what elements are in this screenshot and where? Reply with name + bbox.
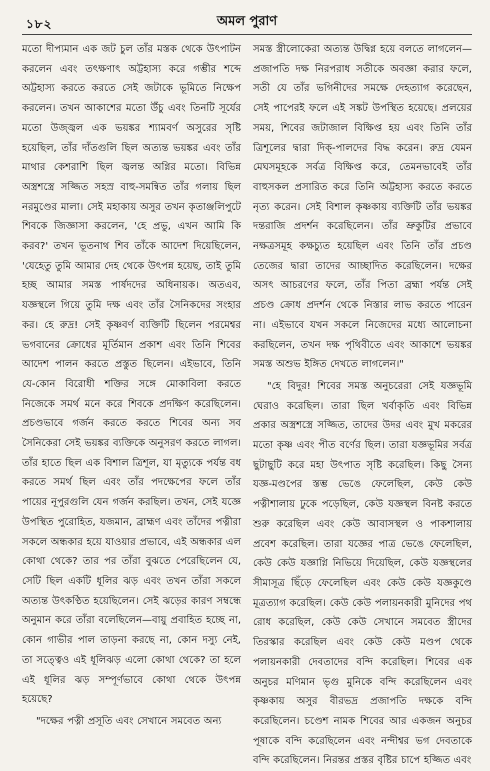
right-paragraph: "হে বিদুর! শিবের সমস্ত অনুচরেরা সেই যজ্ঞভূমি ঘেরাও করেছিল। তারা ছিল খর্বাকৃতি এবং বিভিন্ন প্রকার অস্ত্রশস্ত্রে সজ্জিত, তাদের উদর এবং মুখ মকরের মতো কৃষ্ণ এবং পীত বর্ণের ছিল। তারা যজ্ঞভূমির সর্বত্র ছুটাছুটি করে মহা উৎপাত সৃষ্টি করেছিল। কিছু সৈন্য যজ্ঞ-মণ্ডপের স্তম্ভ ভেঙে ফেলেছিল, কেউ কেউ পত্নীশালায় ঢুকে পড়েছিল, কেউ যজ্ঞস্থল বিনষ্ট করতে শুরু করেছিল এবং কেউ আবাসস্থল ও পাকশালায় প্রবেশ করেছিল। তারা যজ্ঞের পাত্র ভেঙে ফেলেছিল, কেউ কেউ যজ্ঞাগ্নি নিভিয়ে দিয়েছিল, কেউ যজ্ঞস্থলের সীমাসূত্র ছিঁড়ে ফেলেছিল এবং কেউ কেউ যজ্ঞকুণ্ডে মূত্রত্যাগ করেছিল। কেউ কেউ পলায়নকারী মুনিদের পথ রোধ করেছিল, কেউ কেউ সেখানে সমবেত স্ত্রীদের তিরস্কার করেছিল এবং কেউ কেউ মণ্ডপ থেকে পলায়নকারী দেবতাদের বন্দি করেছিল। শিবের এক অনুচর মণিমান ভৃগু মুনিকে বন্দি করেছিলেন এবং কৃষ্ণকায় অসুর বীরভদ্র প্রজাপতি দক্ষকে বন্দি করেছিলেন। চণ্ডেশ নামক শিবের আর একজন অনুচর পূষাকে বন্দি করেছিলেন এবং নন্দীশ্বর ভগ দেবতাকে বন্দি করেছিলেন। নিরন্তর প্রস্তর বৃষ্টির চাপে হজ্জিত এবং xyxy=(253,380,472,767)
right-paragraph: সমস্ত স্ত্রীলোকেরা অত্যন্ত উদ্বিগ্ন হয়ে বলতে লাগলেন—প্রজাপতি দক্ষ নিরপরাধ সতীকে অবজ্ঞা করার ফলে, সতী যে তাঁর ভগিনীদের সমক্ষে দেহত্যাগ করেছেন, সেই পাপেরই ফলে এই সঙ্কট উপস্থিত হয়েছে। প্রলয়ের সময়, শিবের জটাজাল বিক্ষিপ্ত হয় এবং তিনি তাঁর ত্রিশূলের দ্বারা দিক্‌-পালদের বিদ্ধ করেন। রুদ্র যেমন মেঘসমূহকে সর্বত্র বিক্ষিপ্ত করে, তেমনভাবেই তাঁর বাহুসকল প্রসারিত করে তিনি অট্টহাস্য করতে করতে নৃত্য করেন। সেই বিশাল কৃষ্ণকায় ব্যক্তিটি তাঁর ভয়ঙ্কর দন্তরাজি প্রদর্শন করেছিলেন। তাঁর ভ্রুকুটির প্রভাবে নক্ষত্রসমূহ কক্ষচ্যুত হয়েছিল এবং তিনি তাঁর প্রচণ্ড তেজের দ্বারা তাদের আচ্ছাদিত করেছিলেন। দক্ষের অসৎ আচরণের ফলে, তাঁর পিতা ব্রহ্মা পর্যন্ত সেই প্রচণ্ড ক্রোধ প্রদর্শন থেকে নিস্তার লাভ করতে পারেন না। এইভাবে যখন সকলে নিজেদের মধ্যে আলোচনা করছিলেন, তখন দক্ষ পৃথিবীতে এবং আকাশে ভয়ঙ্কর সমস্ত অশুভ ইঙ্গিত দেখতে লাগলেন।" xyxy=(253,44,472,371)
page-number: ১৮২ xyxy=(26,17,53,31)
left-paragraph: মতো দীপ্যমান এক জট চুল তাঁর মস্তক থেকে উৎপাটন করলেন এবং তৎক্ষণাৎ অট্টহাস্য করে গম্ভীর শব্দে অট্টহাস্য করতে করতে সেই জটাকে ভূমিতে নিক্ষেপ করলেন। তখন আকাশের মতো উঁচু এবং তিনটি সূর্যের মতো উজ্জ্বল এক ভয়ঙ্কর শ্যামবর্ণ অসুরের সৃষ্টি হয়েছিল, তাঁর দাঁতগুলি ছিল অত্যন্ত ভয়ঙ্কর এবং তাঁর মাথার কেশরাশি ছিল জ্বলন্ত অগ্নির মতো। বিভিন্ন অস্ত্রশস্ত্রে সজ্জিত সহস্র বাহু-সমন্বিত তাঁর গলায় ছিল নরমুণ্ডের মালা। সেই মহাকায় অসুর তখন কৃতাঞ্জলিপুটে শিবকে জিজ্ঞাসা করলেন, 'হে প্রভু, এখন আমি কি করব?' তখন ভূতনাথ শিব তাঁকে আদেশ দিয়েছিলেন, 'যেহেতু তুমি আমার দেহ থেকে উৎপন্ন হয়েছ, তাই তুমি হচ্ছ আমার সমস্ত পার্ষদদের অধিনায়ক। অতএব, যজ্ঞস্থলে গিয়ে তুমি দক্ষ এবং তাঁর সৈনিকদের সংহার কর। হে রুদ্র! সেই কৃষ্ণবর্ণ ব্যক্তিটি ছিলেন পরমেশ্বর ভগবানের ক্রোধের মূর্তিমান প্রকাশ এবং তিনি শিবের আদেশ পালন করতে প্রস্তুত ছিলেন। এইভাবে, তিনি যে-কোন বিরোধী শক্তির সঙ্গে মোকাবিলা করতে নিজেকে সমর্থ মনে করে শিবকে প্রদক্ষিণ করেছিলেন। প্রচণ্ডভাবে গর্জন করতে করতে শিবের অন্য সব সৈনিকেরা সেই ভয়ঙ্কর ব্যক্তিকে অনুসরণ করতে লাগল। তাঁর হাতে ছিল এক বিশাল ত্রিশূল, যা মৃত্যুকে পর্যন্ত বধ করতে সমর্থ ছিল এবং তাঁর পদক্ষেপের ফলে তাঁর পায়ের নূপুরগুলি যেন গর্জন করছিল। তখন, সেই যজ্ঞে উপস্থিত পুরোহিত, যজমান, ব্রাহ্মণ এবং তাঁদের পত্নীরা সকলে অন্ধকার হয়ে যাওয়ার প্রভাবে, এই অন্ধকার এল কোথা থেকে? তার পর তাঁরা বুঝতে পেরেছিলেন যে, সেটি ছিল একটি ধূলির ঝড় এবং তখন তাঁরা সকলে অত্যন্ত উৎকণ্ঠিত হয়েছিলেন। সেই ঝড়ের কারণ সম্বন্ধে অনুমান করে তাঁরা বলেছিলেন—বায়ু প্রবাহিত হচ্ছে না, কোন গাভীর পাল তাড়না করছে না, কোন দস্যু নেই, তা সত্ত্বেও এই ধূলিঝড় এলো কোথা থেকে? তা হলে এই ধূলির ঝড় সম্পূর্ণভাবে কোথা থেকে উৎপন্ন হয়েছে? xyxy=(22,44,241,706)
right-column xyxy=(253,40,472,767)
left-paragraph: "দক্ষের পত্নী প্রসূতি এবং সেখানে সমবেত অন্য xyxy=(36,715,222,727)
running-title: অমল পুরাণ xyxy=(216,14,278,29)
left-column xyxy=(22,40,241,727)
page-header xyxy=(22,8,472,35)
text-columns xyxy=(22,40,472,767)
